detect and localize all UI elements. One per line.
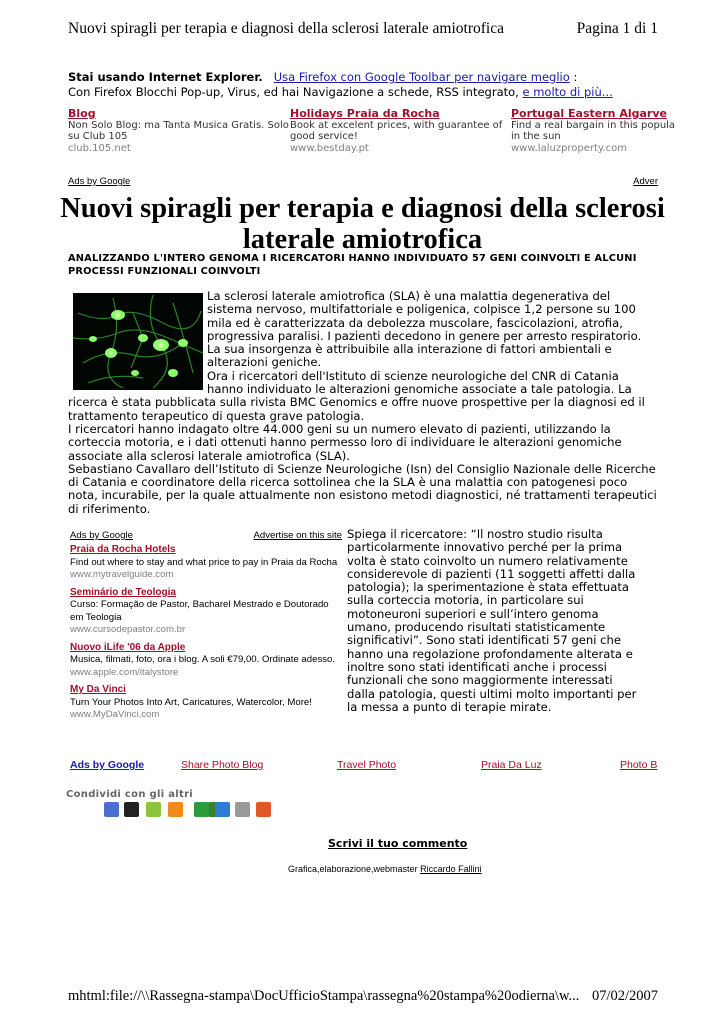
ads-by-google-link[interactable]: Ads by Google <box>70 759 145 771</box>
reddit-icon[interactable] <box>235 802 250 817</box>
technorati-icon[interactable] <box>194 802 209 817</box>
top-ad-title[interactable]: Blog <box>68 107 96 120</box>
credits-prefix: Grafica,elaborazione,webmaster <box>288 864 418 874</box>
ad-item[interactable] <box>70 544 342 582</box>
ad-url[interactable]: www.MyDaVinci.com <box>70 709 160 720</box>
print-header-title: Nuovi spiragli per terapia e diagnosi della sclerosi laterale amiotrofica <box>68 20 504 37</box>
top-ad-title[interactable]: Holidays Praia da Rocha <box>290 107 440 120</box>
ad-link-praia-da-luz[interactable]: Praia Da Luz <box>481 759 542 771</box>
browser-notice-line2: Con Firefox Blocchi Pop-up, Virus, ed hai Navigazione a schede, RSS integrato, <box>68 85 519 99</box>
ad-desc: Musica, filmati, foto, ora i blog. A soli €79,00. Ordinate adesso. <box>70 654 336 665</box>
write-comment-label[interactable]: Scrivi il tuo commento <box>328 837 468 850</box>
top-ad-url[interactable]: www.bestday.pt <box>290 142 369 154</box>
article-subtitle: ANALIZZANDO L'INTERO GENOMA I RICERCATORI HANNO INDIVIDUATO 57 GENI COINVOLTI E ALCUNI PROCESSI FUNZIONALI COINVOLTI <box>68 253 637 277</box>
top-ad-desc: su Club 105 <box>68 131 128 142</box>
oknotizie-icon[interactable] <box>146 802 161 817</box>
share-label: Condividi con gli altri <box>66 789 194 800</box>
article-title: Nuovi spiragli per terapia e diagnosi della sclerosi laterale amiotrofica <box>60 193 665 255</box>
ads-by-google-link[interactable]: Ads by Google <box>70 530 133 541</box>
ad-link-travel-photo[interactable]: Travel Photo <box>337 759 397 771</box>
print-page-number: Pagina 1 di 1 <box>576 20 658 37</box>
paragraph-research: Ora i ricercatori dell'Istituto di scienze neurologiche del CNR di Catania hanno individuato le alterazioni genomiche associate a tale patologia. La ricerca è stata pubblicata sulla rivista BMC Genomics e offre nuove prospettive per la diagnosi ed il trattamento terapeutico di questa grave patologia. <box>68 368 645 423</box>
ad-link-share-photo-blog[interactable]: Share Photo Blog <box>181 759 264 771</box>
ad-desc: Find out where to stay and what price to pay in Praia da Rocha <box>70 556 338 568</box>
google-ads-box <box>70 530 342 727</box>
ad-title[interactable]: Nuovo iLife '06 da Apple <box>70 641 186 653</box>
ad-desc: Turn Your Photos Into Art, Caricatures, Watercolor, More! <box>70 696 312 708</box>
ad-item[interactable] <box>70 642 342 680</box>
top-ad-1[interactable] <box>68 107 289 154</box>
firefox-link[interactable]: Usa Firefox con Google Toolbar per navigare meglio <box>273 70 570 84</box>
ad-title[interactable]: Seminário de Teologia <box>70 586 176 598</box>
ad-title[interactable]: My Da Vinci <box>70 684 126 695</box>
advertise-on-site-link[interactable]: Advertise on this site <box>253 530 342 541</box>
ads-by-google-link[interactable]: Ads by Google <box>68 176 131 187</box>
paragraph-onset: La sua insorgenza è attribuibile alla interazione di fattori ambientali e alterazioni geniche. <box>207 342 612 370</box>
ad-desc: Curso: Formação de Pastor, Bacharel Mestrado e Doutorado em Teologia <box>70 599 329 623</box>
paragraph-genes: I ricercatori hanno indagato oltre 44.000 geni su un numero elevato di pazienti, utilizzando la corteccia motoria, e i dati ottenuti hanno permesso loro di individuare le alterazioni genomiche associate alla sclerosi laterale amiotrofica (SLA). <box>68 421 622 463</box>
paragraph-cavallaro: Sebastiano Cavallaro dell’Istituto di Scienze Neurologiche (Isn) del Consiglio Nazionale delle Ricerche di Catania e coordinatore della ricerca sottolinea che la SLA è una malattia con patogenesi poco nota, incurabile, per la quale attualmente non esistono metodi diagnostici, né trattamenti terapeutici di riferimento. <box>68 461 657 516</box>
browser-notice-heading: Stai usando Internet Explorer. <box>68 70 263 84</box>
top-ad-desc: Find a real bargain in this popula <box>511 119 676 131</box>
advertise-link[interactable]: Adver <box>633 176 658 187</box>
top-ad-url[interactable]: www.laluzproperty.com <box>511 142 627 154</box>
browser-notice <box>68 70 658 100</box>
write-comment-link[interactable] <box>328 837 467 850</box>
fai-info-icon[interactable] <box>168 802 183 817</box>
digg-icon[interactable] <box>124 802 139 817</box>
top-ad-desc: Non Solo Blog: ma Tanta Musica Gratis. Solo <box>68 119 289 131</box>
ad-links-bar <box>68 759 658 773</box>
ad-url[interactable]: www.mytravelguide.com <box>70 569 174 580</box>
ad-link-photo-b[interactable]: Photo B <box>620 759 658 771</box>
stumble-icon[interactable] <box>215 802 230 817</box>
more-link[interactable]: e molto di più... <box>522 85 613 99</box>
top-ad-title[interactable]: Portugal Eastern Algarve <box>511 107 667 120</box>
top-ad-desc: Book at excelent prices, with guarantee of <box>290 119 503 131</box>
article-quote-column: Spiega il ricercatore: “Il nostro studio risulta particolarmente innovativo perché per la prima volta è stato coinvolto un numero relativamente considerevole di pazienti (11 soggetti affetti dalla patologia); la sperimentazione è stata effettuata sulla corteccia motoria, in particolare sui motoneuroni superiori e sull’intero genoma umano, producendo risultati statisticamente significativi”. Sono stati identificati 57 geni che hanno una regolazione profondamente alterata e inoltre sono stati identificati anche i processi funzionali che sono maggiormente interessati dalla patologia, questi ultimi molto importanti per la messa a punto di terapie mirate. <box>347 527 637 714</box>
top-ad-desc: in the sun <box>511 131 561 142</box>
paragraph-intro: La sclerosi laterale amiotrofica (SLA) è una malattia degenerativa del sistema nervoso, multifattoriale e poligenica, colpisce 1,2 persone su 100 mila ed è caratterizzata da debolezza muscolare, fascicolazioni, atrofia, progressiva paralisi. I pazienti decedono in genere per arresto respiratorio. <box>207 289 642 343</box>
delicious-icon[interactable] <box>104 802 119 817</box>
top-ad-2[interactable] <box>290 107 503 154</box>
ad-title[interactable]: Praia da Rocha Hotels <box>70 544 176 555</box>
print-footer-path: mhtml:file://\\Rassegna-stampa\DocUfficioStampa\rassegna%20stampa%20odierna\w... <box>68 988 580 1004</box>
browser-notice-colon: : <box>573 70 578 84</box>
print-footer-date: 07/02/2007 <box>591 988 658 1004</box>
ad-url[interactable]: www.apple.com/italystore <box>70 666 179 678</box>
credits <box>288 864 482 874</box>
ad-url[interactable]: www.cursodepastor.com.br <box>70 624 186 635</box>
ad-item[interactable] <box>70 684 342 722</box>
top-ad-3[interactable] <box>511 107 676 154</box>
ads-row <box>68 176 658 187</box>
ad-item[interactable] <box>70 587 342 637</box>
print-footer <box>68 988 658 1005</box>
webmaster-link[interactable]: Riccardo Fallini <box>420 864 482 874</box>
article-body <box>68 290 658 516</box>
yahoo-icon[interactable] <box>256 802 271 817</box>
top-ad-url[interactable]: club.105.net <box>68 142 131 154</box>
print-header <box>68 20 658 38</box>
top-ad-desc: good service! <box>290 131 358 142</box>
